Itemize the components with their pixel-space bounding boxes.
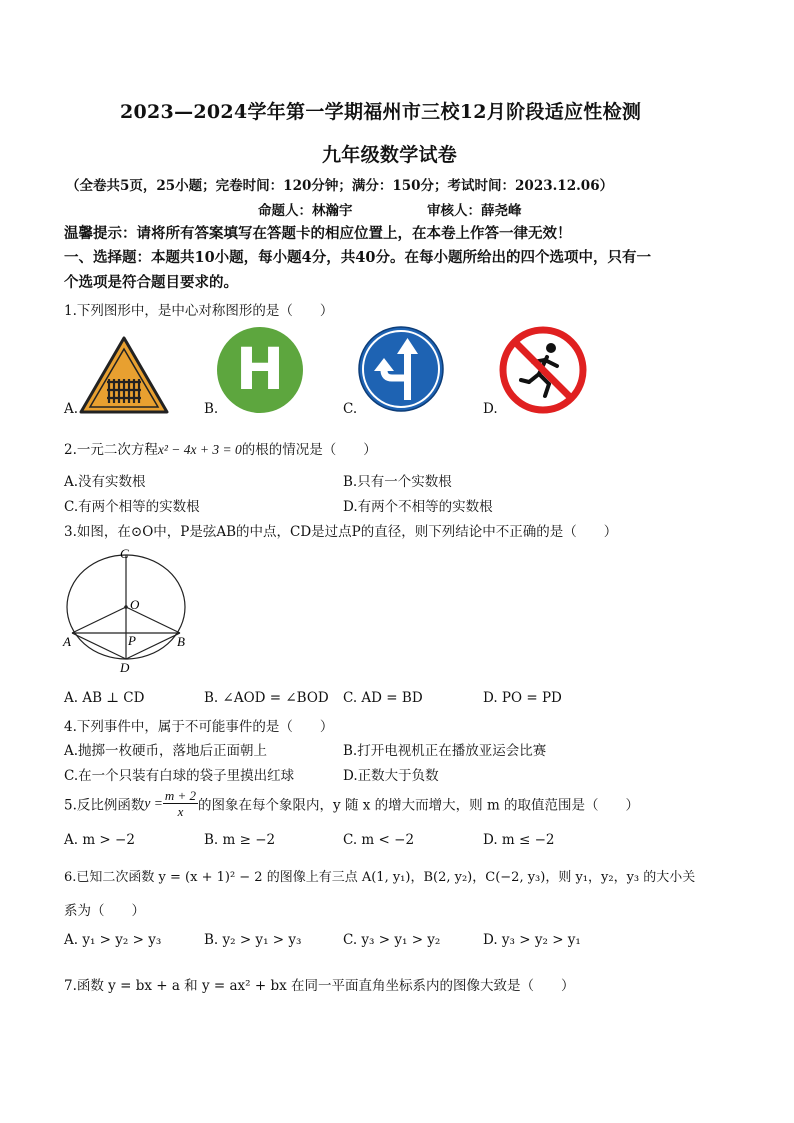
q5-option-c: C. m < −2 [343,832,415,848]
q2-stem-suffix: 的根的情况是（ ） [241,442,377,458]
q6-option-b: B. y₂ > y₁ > y₃ [204,932,302,948]
segment-ao [72,607,126,633]
q4-stem: 4.下列事件中，属于不可能事件的是（ ） [64,719,334,735]
q6-option-d: D. y₃ > y₂ > y₁ [483,932,581,948]
q3-option-d: D. PO = PD [483,690,562,706]
exam-reviewer: 审核人：薛尧峰 [427,203,522,219]
exam-setter: 命题人：林瀚宇 [258,203,353,219]
center-point [124,605,128,609]
q4-option-d: D.正数大于负数 [343,768,439,784]
q2-option-c: C.有两个相等的实数根 [64,499,200,515]
q4-option-c: C.在一个只装有白球的袋子里摸出红球 [64,768,295,784]
q2-option-a: A.没有实数根 [64,474,146,490]
q6-option-a: A. y₁ > y₂ > y₃ [64,932,162,948]
q5-stem [64,788,639,819]
warm-tip: 温馨提示：请将所有答案填写在答题卡的相应位置上，在本卷上作答一律无效！ [64,225,572,242]
railway-crossing-warning-sign-icon [78,335,170,415]
q5-option-a: A. m > −2 [64,832,135,848]
q1-option-a: A. [64,401,79,417]
q1-option-c: C. [343,401,358,417]
q3-stem: 3.如图，在⊙O中，P是弦AB的中点，CD是过点P的直径，则下列结论中不正确的是（ ） [64,524,618,540]
straight-or-left-turn-sign-icon [358,326,444,412]
helipad-h-sign-icon [216,326,304,414]
label-d: D [120,660,130,675]
q5-lhs: y = [144,795,163,811]
exam-subtitle: 九年级数学试卷 [322,144,458,166]
label-b: B [177,634,185,649]
q2-stem-prefix: 2.一元二次方程 [64,442,158,458]
helipad-h-letter: H [235,335,285,403]
exam-title: 2023—2024学年第一学期福州市三校12月阶段适应性检测 [120,101,642,123]
q3-option-a: A. AB ⊥ CD [64,690,145,706]
q1-option-b: B. [204,401,219,417]
q2-equation: x² − 4x + 3 = 0 [157,442,242,457]
q6-stem: 6.已知二次函数 y = (x + 1)² − 2 的图像上有三点 A(1, y₁)，B(2, y₂)，C(−2, y₃)，则 y₁，y₂，y₃ 的大小关 [64,870,696,885]
no-pedestrian-sign-icon [499,326,587,414]
q3-option-b: B. ∠AOD = ∠BOD [204,690,329,706]
q5-fraction [163,788,198,819]
section1-heading: 一、选择题：本题共10小题，每小题4分，共40分。在每小题所给出的四个选项中，只有一 [64,249,651,266]
q2-option-b: B.只有一个实数根 [343,474,452,490]
section1-heading-cont: 个选项是符合题目要求的。 [64,274,238,291]
q1-option-d: D. [483,401,498,417]
q6-option-c: C. y₃ > y₁ > y₂ [343,932,441,948]
circle-chord-diagram [60,545,200,677]
q2-stem [64,438,377,458]
q1-stem: 1.下列图形中，是中心对称图形的是（ ） [64,303,334,319]
label-c: C [120,546,129,561]
q2-option-d: D.有两个不相等的实数根 [343,499,493,515]
q5-stem-suffix: 的图象在每个象限内，y 随 x 的增大而增大，则 m 的取值范围是（ ） [198,797,640,814]
q4-option-b: B.打开电视机正在播放亚运会比赛 [343,743,547,759]
label-o: O [130,597,140,612]
q5-frac-numerator: m + 2 [164,788,197,803]
q5-stem-prefix: 5.反比例函数 [64,797,145,814]
q5-frac-denominator: x [177,804,184,819]
segment-ad [72,633,126,659]
q6-stem-cont: 系为（ ） [64,903,145,919]
q7-stem: 7.函数 y = bx + a 和 y = ax² + bx 在同一平面直角坐标系内的图像大致是（ ） [64,978,575,994]
label-p: P [128,633,136,648]
q4-option-a: A.抛掷一枚硬币，落地后正面朝上 [64,743,268,759]
exam-info: （全卷共5页，25小题；完卷时间：120分钟；满分：150分；考试时间：2023.12.06） [66,178,614,194]
q5-option-b: B. m ≥ −2 [204,832,276,848]
q5-option-d: D. m ≤ −2 [483,832,555,848]
q3-option-c: C. AD = BD [343,690,423,706]
label-a: A [63,634,71,649]
